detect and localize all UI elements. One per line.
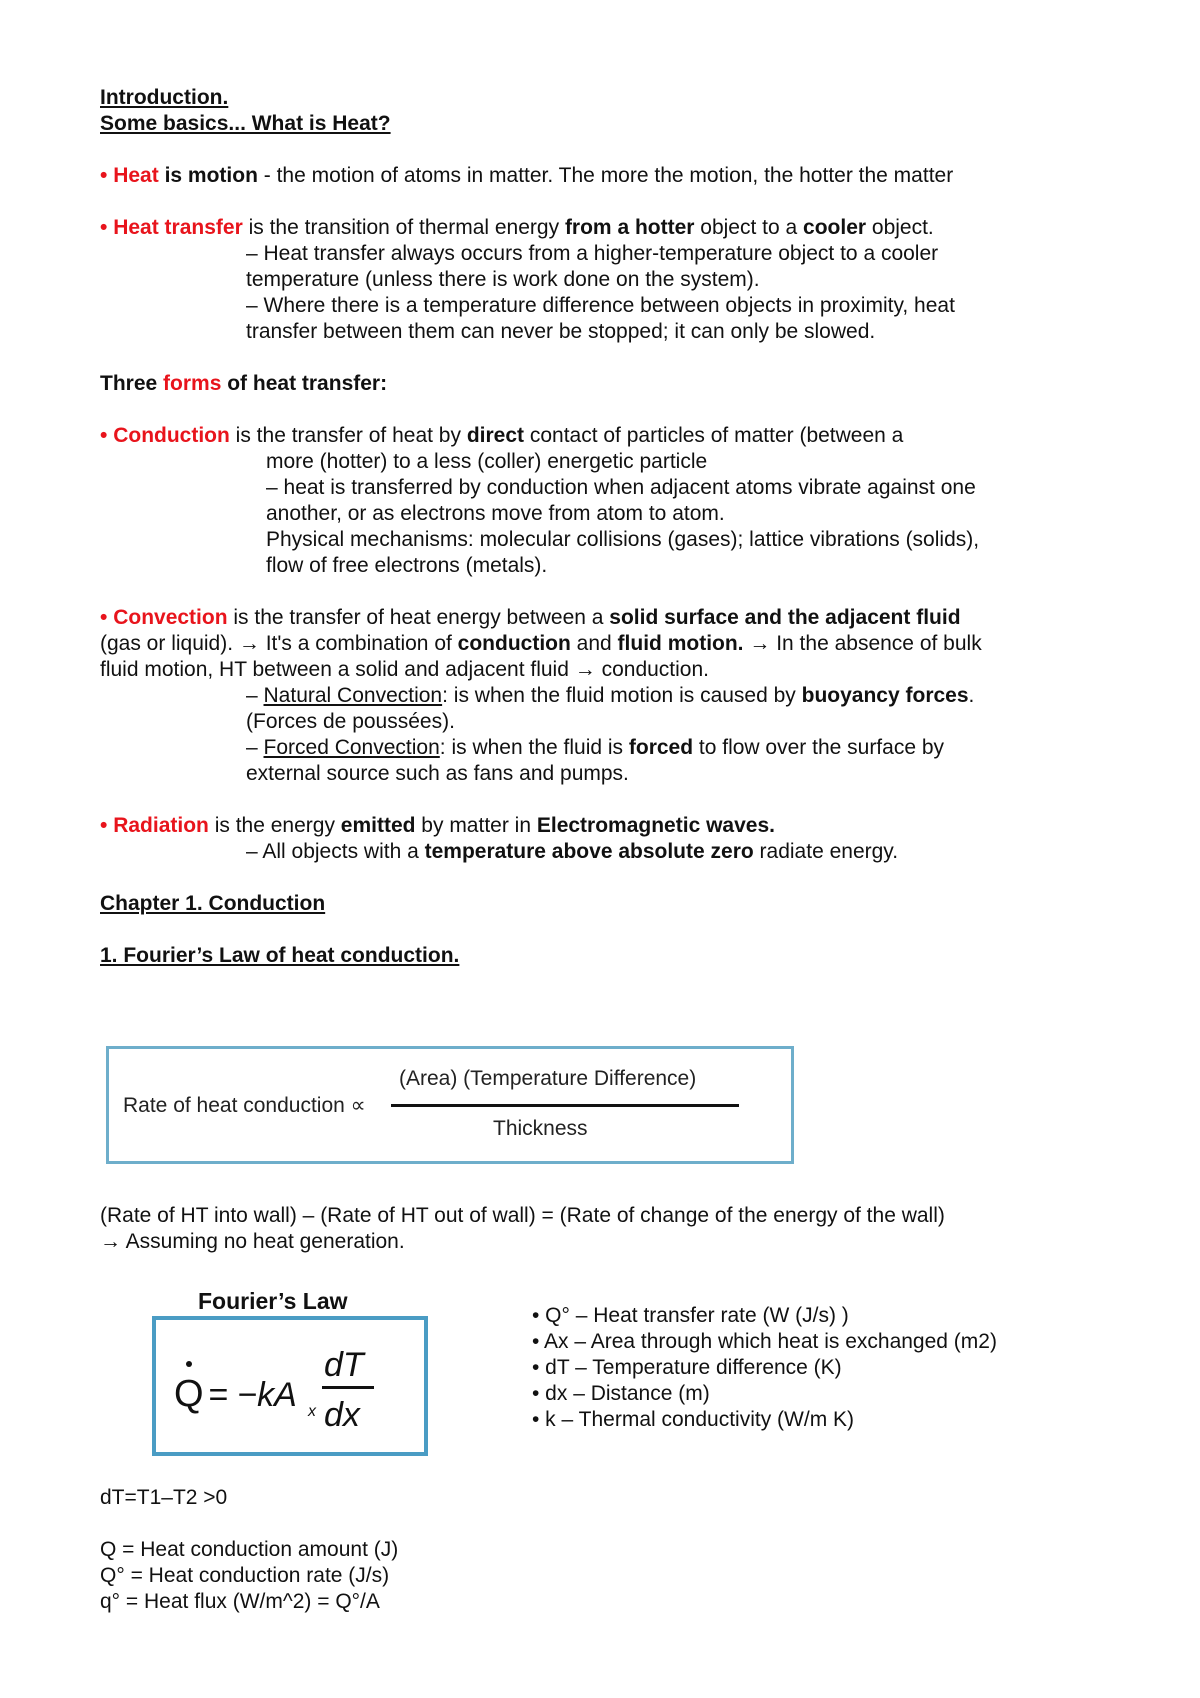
proportionality-denominator: Thickness: [493, 1117, 588, 1140]
heat-motion-text: - the motion of atoms in matter. The more the motion, the hotter the matter: [257, 164, 954, 187]
forced-convection-line: [246, 734, 944, 762]
forms-heading: [100, 370, 387, 398]
forced-convection-term: Forced Convection: [263, 736, 440, 759]
fourier-equation: [156, 1320, 424, 1452]
conduction-l4: another, or as electrons move from atom to atom.: [266, 502, 725, 525]
text-span: (gas or liquid).: [100, 632, 239, 655]
conduction-l6: flow of free electrons (metals).: [266, 554, 548, 577]
legend-item: • Q° – Heat transfer rate (W (J/s) ): [532, 1304, 849, 1327]
forms-red: forms: [163, 372, 222, 395]
fourier-title: Fourier’s Law: [198, 1288, 348, 1314]
balance-line2: [100, 1228, 405, 1256]
conduction-l5: Physical mechanisms: molecular collisions (gases); lattice vibrations (solids),: [266, 528, 980, 551]
text-span: It's a combination of: [259, 632, 458, 655]
def-dT: dT=T1–T2 >0: [100, 1486, 228, 1509]
text-span: In the absence of bulk: [770, 632, 982, 655]
term-conduction: Conduction: [113, 424, 230, 447]
bold-span: direct: [466, 424, 524, 447]
intro-subtitle: Some basics... What is Heat?: [100, 112, 391, 135]
heat-motion-line: [100, 162, 953, 190]
text-span: .: [968, 684, 975, 707]
intro-title: Introduction.: [100, 86, 229, 109]
text-span: – All objects with a: [246, 840, 425, 863]
text-span: : is when the fluid motion is caused by: [442, 684, 802, 707]
text-span: object.: [866, 216, 934, 239]
text-span: radiate energy.: [753, 840, 899, 863]
natural-convection-line: [246, 682, 974, 710]
bullet: •: [100, 216, 108, 239]
natural-convection-term: Natural Convection: [263, 684, 443, 707]
text-span: object to a: [694, 216, 804, 239]
bold-span: from a hotter: [564, 216, 695, 239]
proportionality-box: [106, 1046, 794, 1164]
bold-span: conduction: [457, 632, 571, 655]
text-span: by matter in: [415, 814, 537, 837]
text-span: is the transition of thermal energy: [242, 216, 565, 239]
legend-item: • dT – Temperature difference (K): [532, 1356, 842, 1379]
balance-line1: (Rate of HT into wall) – (Rate of HT out of wall) = (Rate of change of the energy of the wall): [100, 1204, 945, 1227]
text-span: is the transfer of heat energy between a: [227, 606, 610, 629]
text-span: Three: [100, 372, 164, 395]
convection-l3: [100, 656, 709, 684]
heat-transfer-sub1-l1: – Heat transfer always occurs from a higher-temperature object to a cooler: [246, 242, 939, 265]
bold-span: temperature above absolute zero: [424, 840, 754, 863]
proportionality-numerator: (Area) (Temperature Difference): [399, 1067, 697, 1090]
bold-span: solid surface and the adjacent fluid: [609, 606, 961, 629]
arrow-icon: →: [749, 632, 771, 655]
conduction-l2: more (hotter) to a less (coller) energetic particle: [266, 450, 708, 473]
text-span: Assuming no heat generation.: [121, 1230, 405, 1253]
text-span: : is when the fluid is: [439, 736, 629, 759]
text-span: fluid motion, HT between a solid and adjacent fluid: [100, 658, 575, 681]
bullet: •: [100, 606, 108, 629]
term-heat: Heat: [113, 164, 159, 187]
heat-transfer-line: [100, 214, 934, 242]
term-radiation: Radiation: [113, 814, 209, 837]
heat-transfer-sub2-l2: transfer between them can never be stopped; it can only be slowed.: [246, 320, 876, 343]
natural-convection-l2: (Forces de poussées).: [246, 710, 455, 733]
def-qflux: q° = Heat flux (W/m^2) = Q°/A: [100, 1590, 380, 1613]
bold-span: forced: [628, 736, 694, 759]
legend-item: • dx – Distance (m): [532, 1382, 710, 1405]
heat-transfer-sub2-l1: – Where there is a temperature difference between objects in proximity, heat: [246, 294, 955, 317]
fourier-dx: dx: [324, 1396, 360, 1434]
fraction-bar: [391, 1104, 739, 1107]
bold-span: Electromagnetic waves.: [536, 814, 775, 837]
text-span: contact of particles of matter (between a: [524, 424, 904, 447]
text-span: conduction.: [595, 658, 709, 681]
conduction-l3: – heat is transferred by conduction when adjacent atoms vibrate against one: [266, 476, 976, 499]
bold-span: fluid motion.: [617, 632, 744, 655]
text-span: to flow over the surface by: [693, 736, 945, 759]
term-heat-transfer: Heat transfer: [113, 216, 243, 239]
conduction-line: [100, 422, 903, 450]
section-title: 1. Fourier’s Law of heat conduction.: [100, 944, 460, 967]
fourier-fraction-bar: [322, 1386, 374, 1389]
arrow-icon: →: [574, 658, 596, 681]
text-span: is the energy: [208, 814, 341, 837]
bold-span: buoyancy forces: [801, 684, 969, 707]
text-span: –: [246, 684, 264, 707]
chapter-title: Chapter 1. Conduction: [100, 892, 326, 915]
radiation-line: [100, 812, 775, 840]
radiation-l2: [246, 838, 898, 866]
fourier-equation-box: [152, 1316, 428, 1456]
convection-l2: [100, 630, 982, 658]
bullet: •: [100, 164, 108, 187]
def-Qdot: Q° = Heat conduction rate (J/s): [100, 1564, 390, 1587]
arrow-icon: →: [238, 632, 260, 655]
bold-span: cooler: [803, 216, 867, 239]
convection-line: [100, 604, 961, 632]
term-convection: Convection: [113, 606, 228, 629]
text-span: is the transfer of heat by: [229, 424, 467, 447]
fourier-sub-x: x: [308, 1403, 316, 1420]
proportionality-lhs: Rate of heat conduction ∝: [123, 1094, 366, 1117]
fourier-q: Q: [174, 1373, 204, 1415]
arrow-icon: →: [100, 1230, 121, 1253]
legend-item: • Ax – Area through which heat is exchanged (m2): [532, 1330, 997, 1353]
def-Q: Q = Heat conduction amount (J): [100, 1538, 399, 1561]
bullet: •: [100, 424, 108, 447]
legend-item: • k – Thermal conductivity (W/m K): [532, 1408, 855, 1431]
fourier-eq: = −kA: [208, 1376, 297, 1414]
bold-span: emitted: [340, 814, 416, 837]
bullet: •: [100, 814, 108, 837]
forced-convection-l2: external source such as fans and pumps.: [246, 762, 629, 785]
text-span: of heat transfer:: [221, 372, 388, 395]
text-span: and: [570, 632, 618, 655]
text-span: –: [246, 736, 264, 759]
term-heat-rest: is motion: [164, 164, 258, 187]
fourier-dT: dT: [324, 1346, 364, 1384]
dot-accent: [186, 1361, 192, 1367]
heat-transfer-sub1-l2: temperature (unless there is work done on the system).: [246, 268, 760, 291]
